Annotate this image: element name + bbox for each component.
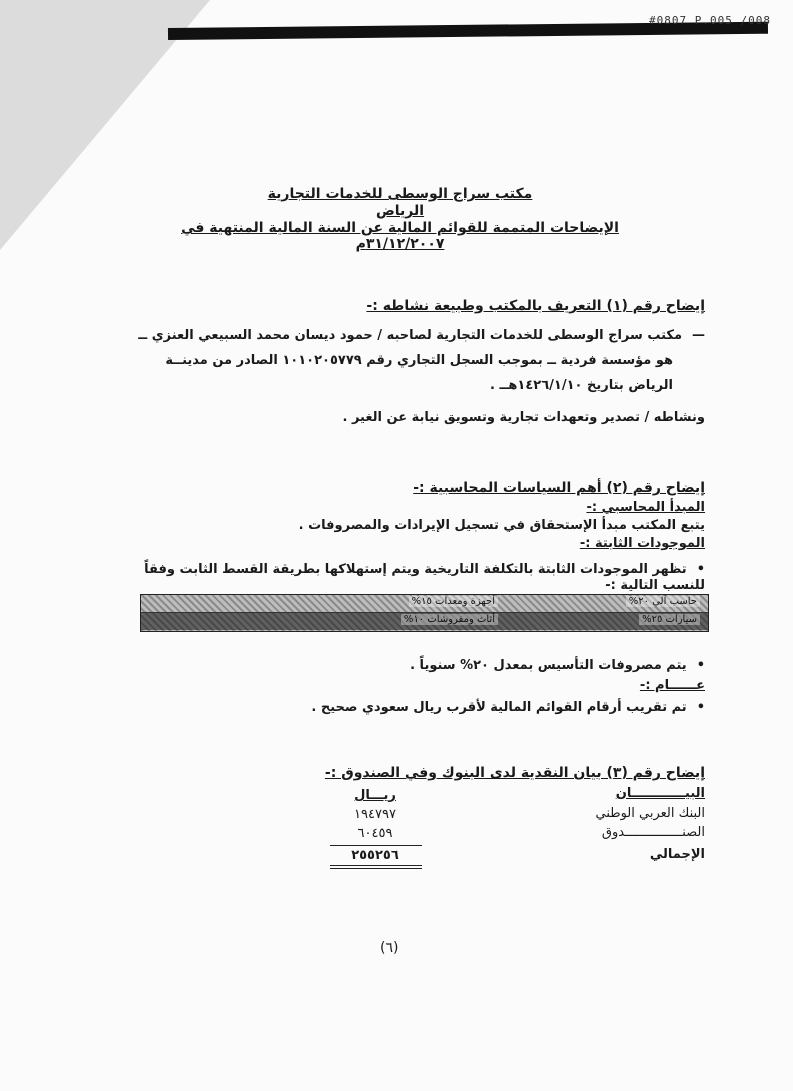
table-row [141, 595, 708, 613]
amount-column [330, 786, 420, 865]
general-text: • تم تقريب أرقام القوائم المالية لأقرب ريال سعودي صحيح . [105, 700, 705, 715]
cash-row-amount: ٦٠٤٥٩ [357, 826, 393, 841]
total-double-rule [330, 865, 422, 866]
general-title: عــــــام :- [639, 678, 705, 693]
table-cell: سيارات ٢٥% [639, 614, 700, 625]
table-cell: أجهزة ومعدات ١٥% [409, 596, 498, 607]
fixed-assets-text2: للنسب التالية :- [605, 578, 705, 593]
cash-row-amount: ١٩٤٧٩٧ [354, 807, 396, 822]
office-name: مكتب سراج الوسطى للخدمات التجارية [267, 186, 533, 202]
fixed-assets-title: الموجودات الثابتة :- [579, 536, 705, 551]
cash-description-header: البيــــــــــــان [615, 786, 705, 801]
note1-heading: إيضاح رقم (١) التعريف بالمكتب وطبيعة نشاطه :- [366, 298, 705, 314]
principle-text: يتبع المكتب مبدأ الإستحقاق في تسجيل الإيرادات والمصروفات . [298, 518, 705, 533]
table-cell: أثاث ومفروشات ١٠% [401, 614, 498, 625]
amortization-text: • يتم مصروفات التأسيس بمعدل ٢٠% سنوياً . [105, 658, 705, 673]
note1-line2: هو مؤسسة فردية ــ بموجب السجل التجاري رقم ١٠١٠٢٠٥٧٧٩ الصادر من مدينــة [165, 353, 673, 368]
depreciation-rates-table [140, 594, 709, 632]
fixed-assets-text1: • تظهر الموجودات الثابتة بالتكلفة التاريخية ويتم إستهلاكها بطريقة القسط الثابت وفقاً [65, 562, 705, 577]
cash-row-label: البنك العربي الوطني [595, 806, 705, 821]
cash-total-label: الإجمالي [649, 847, 705, 862]
table-cell: حاسب آلي ٢٠% [626, 596, 700, 607]
table-row [141, 613, 708, 630]
note3-heading: إيضاح رقم (٣) بيان النقدية لدى البنوك وفي الصندوق :- [324, 765, 705, 781]
principle-title: المبدأ المحاسبي :- [586, 500, 705, 515]
note1-line1: — مكتب سراج الوسطى للخدمات التجارية لصاحبه / حمود ديسان محمد السبيعي العنزي ــ [85, 328, 705, 343]
note1-activity: ونشاطه / تصدير وتعهدات تجارية وتسويق نيابة عن الغير . [342, 410, 705, 425]
subtotal-rule [330, 845, 422, 846]
note2-heading: إيضاح رقم (٢) أهم السياسات المحاسبية :- [413, 480, 705, 496]
note1-line3: الرياض بتاريخ ١٤٢٦/١/١٠هــ . [490, 378, 673, 393]
fax-header: #0807 P.005 /008 [649, 14, 771, 27]
total-double-rule [330, 868, 422, 869]
amount-header: ريـــال [354, 788, 396, 803]
document-title: الإيضاحات المتممة للقوائم المالية عن السنة المالية المنتهية في ٣١/١٢/٢٠٠٧م [181, 220, 619, 252]
cash-row-label: الصنـــــــــــــــدوق [601, 825, 705, 840]
city: الرياض [375, 203, 425, 219]
page-number: (٦) [380, 940, 399, 956]
cash-total-amount: ٢٥٥٢٥٦ [351, 848, 399, 863]
